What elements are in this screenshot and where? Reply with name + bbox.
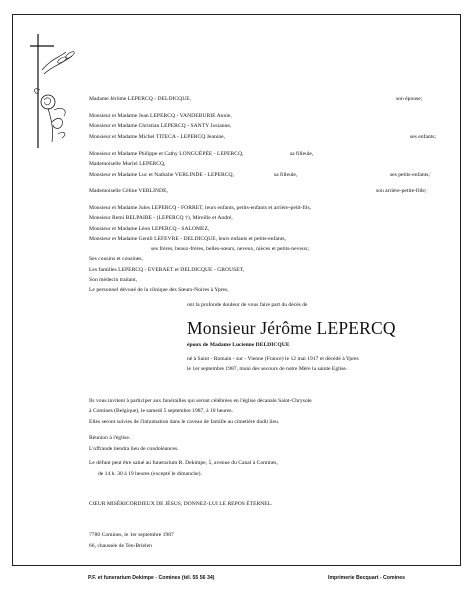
family-line-2: Monsieur et Madame Jean LEPERCQ - VANDEBURIE Annie,: [89, 113, 232, 119]
family-line-6: Mademoiselle Muriel LEPERCQ,: [89, 161, 166, 167]
deceased-name: Monsieur Jérôme LEPERCQ: [187, 318, 396, 338]
footer-printer: Imprimerie Becquart - Comines: [328, 575, 405, 581]
family-line-3: Monsieur et Madame Christian LEPERCQ - SANTY Josianne,: [89, 123, 232, 129]
prayer-line: CŒUR MISÉRICORDIEUX DE JÉSUS, DONNEZ-LUI LE REPOS ÉTERNEL.: [89, 501, 273, 507]
family-line-17: Le personnel dévoué de la clinique des Sœurs-Noires à Ypres,: [89, 287, 229, 293]
invitation-line-5: L'offrande tiendra lieu de condoléances.: [89, 446, 179, 452]
family-line-9: Monsieur et Madame Jules LEPERCQ - FORRET, leurs enfants, petits-enfants et arrière-petit-fils,: [89, 205, 312, 211]
family-role-1: son épouse;: [396, 96, 423, 102]
family-line-4: Monsieur et Madame Michel TITECA - LEPERCQ Jeanine,: [89, 134, 226, 140]
family-line-11: Monsieur et Madame Léon LEPERCQ - SALOMEZ,: [89, 226, 210, 232]
invitation-line-4: Réunion à l'église.: [89, 435, 131, 441]
family-line-16: Son médecin traitant,: [89, 277, 138, 283]
family-mid-5: sa filleule,: [290, 151, 314, 157]
family-line-8: Mademoiselle Céline VERLINDE,: [89, 188, 168, 194]
invitation-line-3: Elles seront suivies de l'inhumation dans le caveau de famille au cimetière dudit lieu.: [89, 419, 280, 425]
cross-and-rose-emblem: [28, 30, 84, 150]
family-line-10: Monsieur Remi BELPAIRE - (LEPERCQ †), Mireille et André,: [89, 215, 233, 221]
address-line-1: 7780 Comines, le 1er septembre 1987: [89, 532, 174, 538]
family-mid-7: sa filleule,: [274, 172, 298, 178]
announcement-intro: ont la profonde douleur de vous faire part du décès de: [187, 302, 308, 308]
family-role-8: son arrière-petite-fille;: [376, 188, 427, 194]
family-line-1: Madame Jérôme LEPERCQ - DELDICQUE,: [89, 96, 192, 102]
invitation-line-6: Le défunt peut être salué au funerarium R. Dekimpe, 5, avenue du Canal à Comines,: [89, 460, 278, 466]
family-line-15: Les familles LEPERCQ - EVERAET et DELDICQUE - GROUSET,: [89, 267, 245, 273]
invitation-line-7: de 14 h. 30 à 19 heures (excepté le dimanche).: [98, 471, 202, 477]
invitation-line-1: Ils vous invitent à participer aux funérailles qui seront célébrées en l'église décanale Saint-Chrysole: [89, 398, 312, 404]
invitation-line-2: à Comines (Belgique), le samedi 5 septembre 1987, à 10 heures.: [89, 408, 234, 414]
family-role-7: ses petits-enfants;: [390, 172, 430, 178]
address-line-2: 66, chaussée de Ten-Brielen: [89, 543, 152, 549]
family-line-13: ses frères, beaux-frères, belles-sœurs, neveux, nièces et petits-neveux;: [151, 246, 310, 252]
family-line-5: Monsieur et Madame Philippe et Cathy LONGUÉPÉE - LEPERCQ,: [89, 151, 244, 157]
birth-line: né à Saint - Romain - sur - Vienne (France) le 12 mai 1917 et décédé à Ypres: [187, 356, 359, 362]
family-line-14: Ses cousins et cousines,: [89, 256, 143, 262]
footer-funeral-home: P.F. et funerarium Dekimpe - Comines (tél. 55 56 34): [88, 575, 215, 581]
spouse-line: époux de Madame Lucienne DELDICQUE: [187, 342, 290, 348]
family-line-7: Monsieur et Madame Luc et Nathalie VERLINDE - LEPERCQ,: [89, 172, 234, 178]
family-role-4: ses enfants;: [410, 134, 436, 140]
family-line-12: Monsieur et Madame Gentil LEFEVRE - DELDICQUE, leurs enfants et petits-enfants,: [89, 236, 287, 242]
death-line: le 1er septembre 1987, muni des secours de notre Mère la sainte Eglise.: [187, 366, 348, 372]
